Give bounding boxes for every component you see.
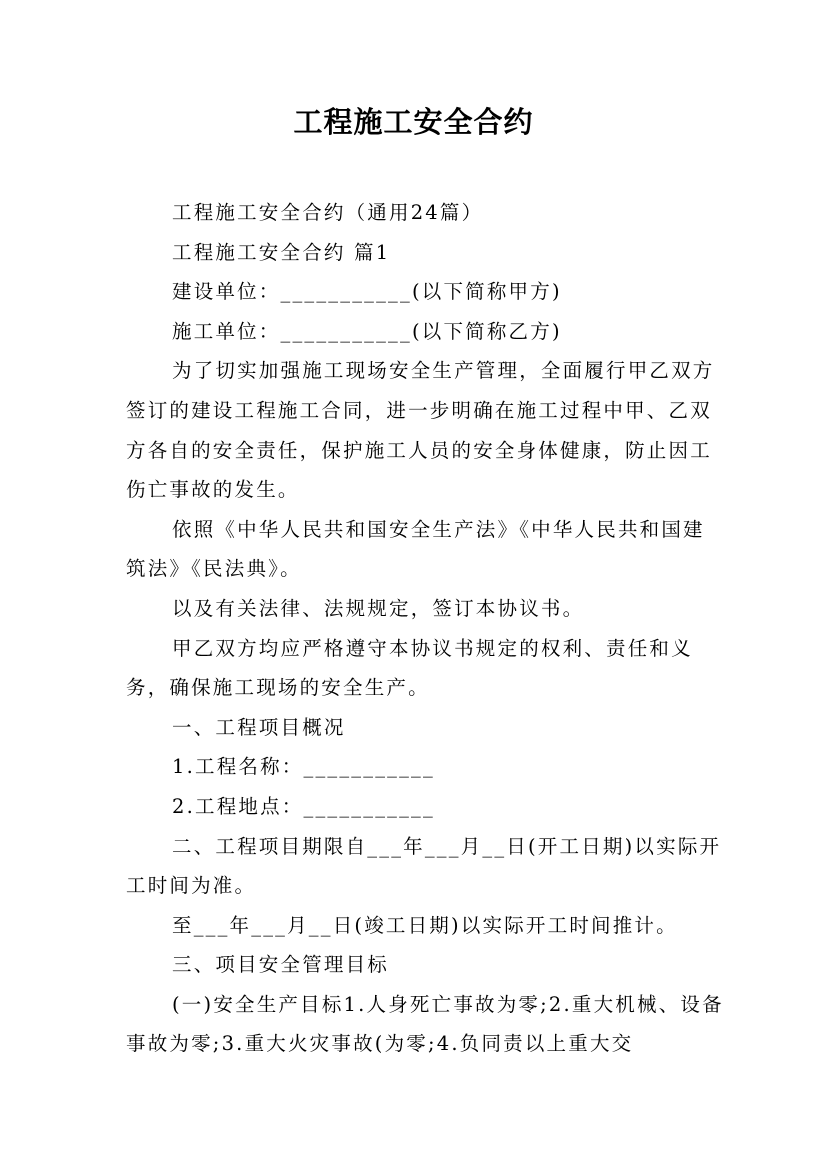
paragraph-section-1: 一、工程项目概况 <box>172 715 346 739</box>
paragraph-party-b: 施工单位：___________(以下简称乙方) <box>172 319 562 343</box>
paragraph-section-heading: 工程施工安全合约 篇1 <box>172 240 391 264</box>
paragraph-project-name: 1.工程名称：___________ <box>172 755 435 779</box>
paragraph-subtitle: 工程施工安全合约（通用24篇） <box>172 201 484 224</box>
paragraph-safety-goals: (一)安全生产目标1.人身死亡事故为零;2.重大机械、设备事故为零;3.重大火灾事故(为零;4.负同责以上重大交 <box>126 992 724 1056</box>
paragraph-section-3: 三、项目安全管理目标 <box>172 953 390 977</box>
paragraph-purpose: 为了切实加强施工现场安全生产管理，全面履行甲乙双方签订的建设工程施工合同，进一步明确在施工过程中甲、乙双方各自的安全责任，保护施工人员的安全身体健康，防止因工伤亡事故的发生。 <box>126 359 715 502</box>
paragraph-agreement: 以及有关法律、法规规定，签订本协议书。 <box>172 596 585 620</box>
paragraph-party-a: 建设单位：___________(以下简称甲方) <box>172 280 562 304</box>
document-title: 工程施工安全合约 <box>293 105 534 139</box>
document-body <box>126 193 726 1064</box>
paragraph-obligations: 甲乙双方均应严格遵守本协议书规定的权利、责任和义务，确保施工现场的安全生产。 <box>126 636 693 700</box>
paragraph-project-location: 2.工程地点：___________ <box>172 794 435 818</box>
paragraph-section-2: 二、工程项目期限自___年___月__日(开工日期)以实际开工时间为准。 <box>126 834 722 898</box>
paragraph-end-date: 至___年___月__日(竣工日期)以实际开工时间推计。 <box>172 913 678 937</box>
paragraph-legal-basis: 依照《中华人民共和国安全生产法》《中华人民共和国建筑法》《民法典》。 <box>126 517 705 581</box>
